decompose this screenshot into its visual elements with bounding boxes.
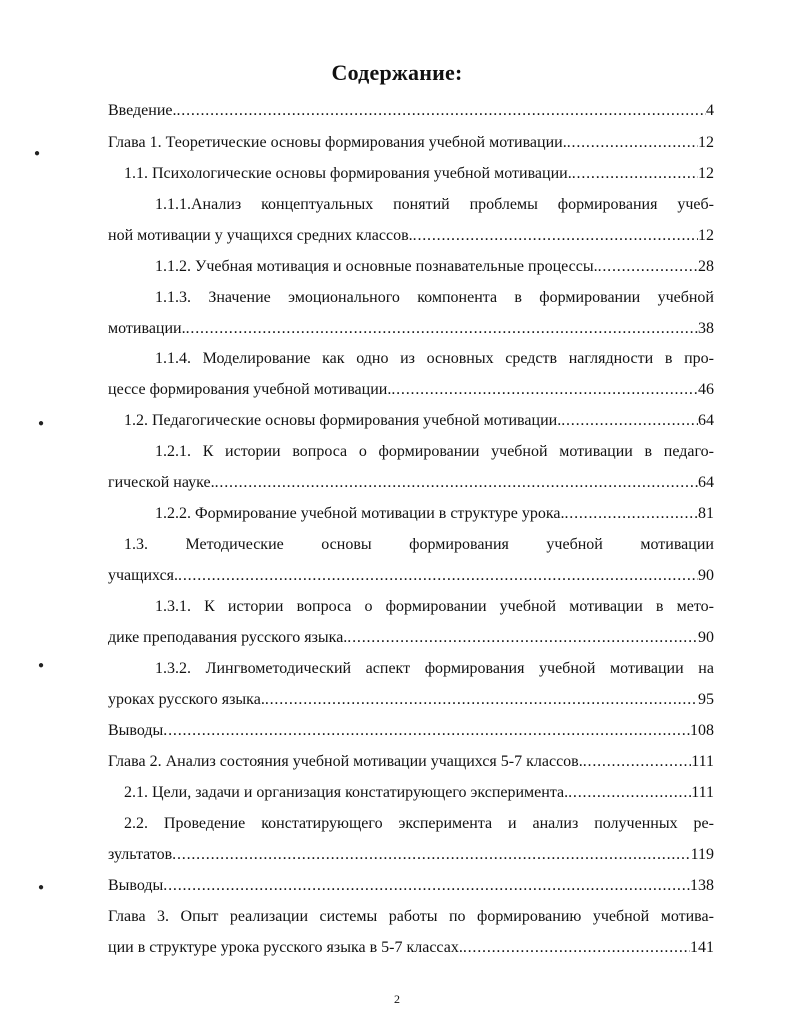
toc-dot-leader <box>572 163 698 185</box>
toc-entry-line2 <box>108 689 714 711</box>
toc-entry-word: 1.3.1. <box>155 598 191 615</box>
toc-page-number: 64 <box>698 474 714 491</box>
toc-entry-word: наглядности <box>568 350 654 367</box>
toc-entry-word: 1.1.3. <box>155 289 191 306</box>
toc-entry-word: Значение <box>208 289 271 306</box>
toc-entry-word: в <box>664 350 673 367</box>
toc-entry-text: уроках русского языка. <box>108 691 265 708</box>
scan-speck: ● <box>38 660 45 671</box>
toc-entry-word: реализации <box>229 908 309 925</box>
toc-entry-word: учебной <box>546 536 603 553</box>
toc-entry-word: понятий <box>393 196 450 213</box>
toc-entry-word: учебной <box>499 598 557 615</box>
toc-entry-text: ной мотивации у учащихся средних классов. <box>108 227 413 244</box>
toc-dot-leader <box>391 379 698 401</box>
toc-entry-word: эмоционального <box>288 289 400 306</box>
toc-entry-word: средств <box>505 350 558 367</box>
scan-speck: ● <box>38 882 45 893</box>
toc-entry-text: Глава 1. Теоретические основы формирования учебной мотивации. <box>108 134 567 151</box>
toc-dot-leader <box>564 503 698 525</box>
toc-entry-line1 <box>155 441 714 463</box>
toc-dot-leader <box>172 844 690 866</box>
toc-entry-word: о <box>364 598 373 615</box>
toc-page-number: 141 <box>690 939 714 956</box>
toc-entry-word: Методические <box>185 536 284 553</box>
toc-entry-line1 <box>124 534 714 556</box>
toc-entry-word: формировании <box>539 289 641 306</box>
toc-entry-word: основы <box>321 536 372 553</box>
toc-page-number: 12 <box>698 134 714 151</box>
toc-dot-leader <box>567 132 698 154</box>
toc-entry-word: работы <box>388 908 438 925</box>
toc-entry-word: Моделирование <box>202 350 311 367</box>
toc-entry-word: 1.1.4. <box>155 350 191 367</box>
toc-entry-line2 <box>108 627 714 649</box>
toc-entry-text: цессе формирования учебной мотивации. <box>108 381 392 398</box>
toc-entry-word: формирования <box>424 660 525 677</box>
toc-page-number: 90 <box>698 567 714 584</box>
toc-entry-text: Глава 2. Анализ состояния учебной мотивации учащихся 5-7 классов. <box>108 753 583 770</box>
toc-entry-word: учебной <box>539 660 596 677</box>
scan-speck: ● <box>38 418 45 429</box>
toc-entry-word: Опыт <box>180 908 219 925</box>
toc-dot-leader <box>583 751 691 773</box>
toc-entry-word: основных <box>426 350 494 367</box>
toc-entry-word: мето- <box>676 598 714 615</box>
toc-entry-text: Выводы <box>108 877 164 894</box>
page-number: 2 <box>394 992 400 1006</box>
toc-entry-line2 <box>108 937 714 959</box>
toc-page-number: 81 <box>698 505 714 522</box>
toc-dot-leader <box>561 410 698 432</box>
toc-page-number: 111 <box>691 753 714 770</box>
toc-entry-word: 1.3.2. <box>155 660 191 677</box>
toc-entry-word: в <box>514 289 522 306</box>
toc-entry-word: эксперимента <box>398 815 493 832</box>
toc-entry-text: 1.1. Психологические основы формирования учебной мотивации. <box>124 165 572 182</box>
toc-entry <box>108 132 714 154</box>
toc-page-number: 46 <box>698 381 714 398</box>
toc-entry-word: про- <box>684 350 714 367</box>
toc-entry-word: мотивации <box>559 443 633 460</box>
toc-entry <box>108 720 714 742</box>
toc-entry-text: 2.1. Цели, задачи и организация констатирующего эксперимента. <box>124 784 569 801</box>
toc-entry-word: системы <box>319 908 378 925</box>
toc-dot-leader <box>413 225 698 247</box>
toc-entry-word: на <box>698 660 714 677</box>
toc-entry-word: вопроса <box>296 598 352 615</box>
toc-page-number: 38 <box>698 320 714 337</box>
toc-page-number: 4 <box>706 102 714 119</box>
toc-dot-leader <box>186 318 698 340</box>
toc-entry <box>124 163 714 185</box>
toc-entry-word: из <box>400 350 415 367</box>
toc-entry-word: формировании <box>378 443 480 460</box>
toc-page-number: 119 <box>690 846 714 863</box>
toc-entry-line1 <box>155 287 714 309</box>
title-text: Содержание <box>331 60 455 85</box>
toc-entry-line2 <box>108 318 714 340</box>
toc-entry-word: формировании <box>385 598 487 615</box>
toc-entry-line1 <box>155 658 714 680</box>
toc-dot-leader <box>598 256 698 278</box>
toc-entry-word: концептуальных <box>261 196 374 213</box>
toc-dot-leader <box>177 100 707 122</box>
toc-entry-word: К <box>202 443 214 460</box>
toc-entry <box>124 410 714 432</box>
toc-dot-leader <box>215 472 698 494</box>
toc-entry-word: учебной <box>657 289 714 306</box>
toc-page-number: 64 <box>698 412 714 429</box>
toc-entry-word: Глава <box>108 908 146 925</box>
toc-entry-word: одно <box>356 350 389 367</box>
toc-entry-line1 <box>124 813 714 835</box>
toc-entry <box>108 751 714 773</box>
toc-entry-text: мотивации. <box>108 320 186 337</box>
toc-entry-text: Введение. <box>108 102 177 119</box>
toc-entry-word: проблемы <box>469 196 538 213</box>
toc-page-number: 28 <box>698 258 714 275</box>
toc-entry-word: 3. <box>157 908 170 925</box>
toc-entry-word: Проведение <box>163 815 246 832</box>
toc-entry-word: мотива- <box>660 908 714 925</box>
toc-page-number: 12 <box>698 165 714 182</box>
toc-entry-word: констатирующего <box>261 815 383 832</box>
toc-entry-word: формирования <box>557 196 658 213</box>
toc-entry-word: 1.2.1. <box>155 443 191 460</box>
toc-entry-word: о <box>358 443 367 460</box>
toc-entry-word: ре- <box>693 815 714 832</box>
toc-entry-word: и <box>508 815 517 832</box>
toc-entry-word: К <box>204 598 215 615</box>
toc-entry-word: анализ <box>532 815 579 832</box>
toc-entry-word: как <box>322 350 345 367</box>
toc-entry-line2 <box>108 565 714 587</box>
toc-entry-word: истории <box>227 598 284 615</box>
toc-entry-line1 <box>108 906 714 928</box>
toc-entry-text: 1.2. Педагогические основы формирования учебной мотивации. <box>124 412 562 429</box>
toc-entry-word: аспект <box>365 660 411 677</box>
toc-entry-word: мотивации <box>610 660 684 677</box>
toc-entry-word: Лингвометодический <box>205 660 352 677</box>
toc-entry-word: истории <box>225 443 281 460</box>
toc-entry-word: мотивации <box>569 598 643 615</box>
toc-entry <box>108 100 714 122</box>
toc-page-number: 111 <box>691 784 714 801</box>
toc-page-number: 108 <box>690 722 714 739</box>
toc-dot-leader <box>163 720 690 742</box>
toc-entry-word: по <box>448 908 466 925</box>
toc-entry-text: 1.1.2. Учебная мотивация и основные познавательные процессы. <box>155 258 598 275</box>
toc-entry-line2 <box>108 472 714 494</box>
toc-entry-word: формированию <box>477 908 582 925</box>
toc-entry-word: компонента <box>417 289 498 306</box>
toc-dot-leader <box>347 627 698 649</box>
toc-entry-word: 1.3. <box>124 536 148 553</box>
title-colon: : <box>454 60 463 85</box>
toc-entry-text: Выводы <box>108 722 164 739</box>
toc-entry <box>155 503 714 525</box>
toc-dot-leader <box>463 937 690 959</box>
toc-entry-text: гической науке. <box>108 474 215 491</box>
toc-dot-leader <box>568 782 691 804</box>
toc-entry-word: учебной <box>491 443 548 460</box>
toc-dot-leader <box>178 565 698 587</box>
toc-dot-leader <box>163 875 690 897</box>
toc-page-number: 12 <box>698 227 714 244</box>
toc-entry-line2 <box>108 225 714 247</box>
toc-entry-line1 <box>155 194 714 216</box>
toc-entry-line2 <box>108 379 714 401</box>
toc-entry-line2 <box>108 844 714 866</box>
toc-entry-text: учащихся. <box>108 567 179 584</box>
toc-entry-text: 1.2.2. Формирование учебной мотивации в структуре урока. <box>155 505 565 522</box>
toc-entry-word: в <box>644 443 653 460</box>
toc-entry <box>108 875 714 897</box>
toc-page-number: 95 <box>698 691 714 708</box>
toc-entry-word: 1.1.1.Анализ <box>155 196 242 213</box>
toc-entry-word: полученных <box>594 815 678 832</box>
toc-entry-word: вопроса <box>292 443 348 460</box>
toc-entry-word: в <box>655 598 664 615</box>
toc-entry-word: учеб- <box>677 196 714 213</box>
toc-entry-text: дике преподавания русского языка. <box>108 629 348 646</box>
toc-entry <box>155 256 714 278</box>
toc-entry-word: мотивации <box>640 536 714 553</box>
toc-page-number: 138 <box>690 877 714 894</box>
toc-entry <box>124 782 714 804</box>
toc-entry-text: ции в структуре урока русского языка в 5-7 классах. <box>108 939 463 956</box>
toc-entry-word: 2.2. <box>124 815 148 832</box>
toc-entry-word: учебной <box>592 908 650 925</box>
toc-dot-leader <box>265 689 698 711</box>
toc-entry-word: формирования <box>409 536 509 553</box>
scan-speck: ● <box>34 148 41 159</box>
toc-entry-text: зультатов <box>108 846 173 863</box>
toc-entry-line1 <box>155 348 714 370</box>
toc-page-number: 90 <box>698 629 714 646</box>
toc-entry-line1 <box>155 596 714 618</box>
toc-entry-word: педаго- <box>663 443 714 460</box>
